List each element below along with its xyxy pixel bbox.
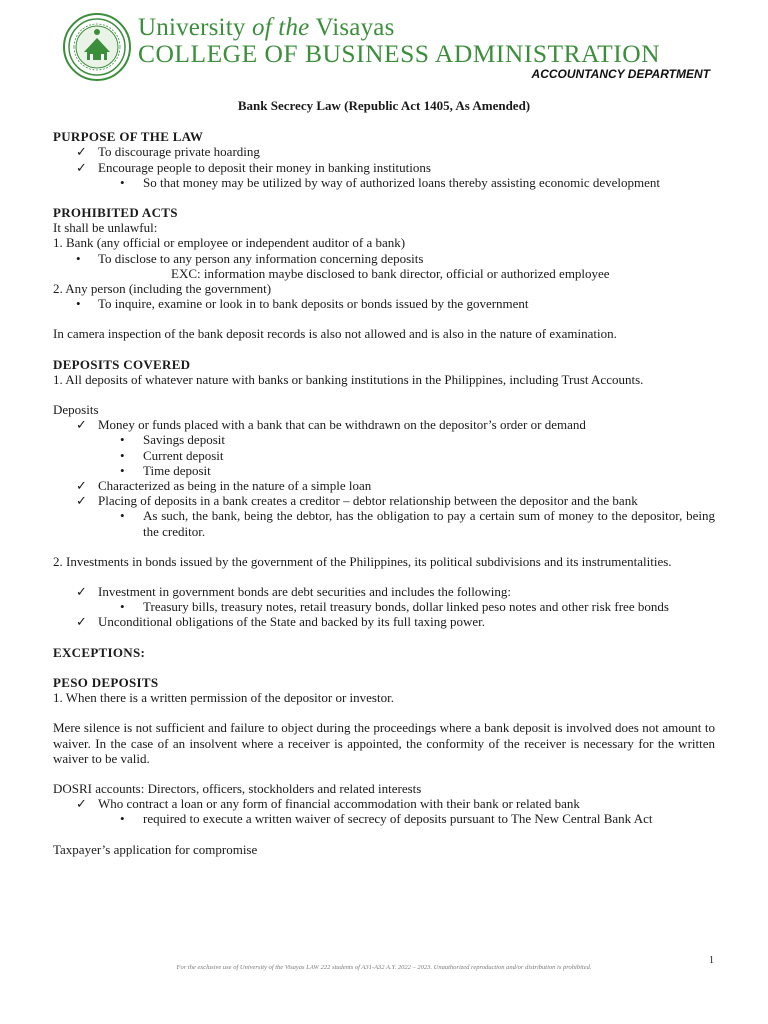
bullet-icon: • xyxy=(120,462,125,478)
checkmark-icon: ✓ xyxy=(76,493,87,509)
page-number: 1 xyxy=(709,955,714,966)
paragraph: It shall be unlawful: xyxy=(53,220,158,236)
section-heading-purpose: PURPOSE OF THE LAW xyxy=(53,129,204,145)
bullet-item: • Time deposit xyxy=(120,462,211,478)
bullet-icon: • xyxy=(76,250,81,266)
bullet-item: • Current deposit xyxy=(120,447,224,463)
checkmark-icon: ✓ xyxy=(76,584,87,600)
paragraph: In camera inspection of the bank deposit records is also not allowed and is also in the nature of examination. xyxy=(53,326,617,342)
check-item: ✓ Who contract a loan or any form of financial accommodation with their bank or related bank xyxy=(76,796,580,812)
bullet-icon: • xyxy=(76,296,81,312)
check-item: ✓ Encourage people to deposit their money in banking institutions xyxy=(76,159,431,175)
bullet-item: • Savings deposit xyxy=(120,432,225,448)
bullet-item: • To disclose to any person any information concerning deposits xyxy=(76,250,424,266)
bullet-item: • So that money may be utilized by way of authorized loans thereby assisting economic development xyxy=(120,174,660,190)
bullet-icon: • xyxy=(120,811,125,827)
checkmark-icon: ✓ xyxy=(76,144,87,160)
section-heading-exceptions: EXCEPTIONS: xyxy=(53,644,146,660)
checkmark-icon: ✓ xyxy=(76,614,87,630)
paragraph: Taxpayer’s application for compromise xyxy=(53,841,258,857)
checkmark-icon: ✓ xyxy=(76,478,87,494)
paragraph: Mere silence is not sufficient and failure to object during the proceedings where a bank deposit is involved does not amount to waiver. In the case of an insolvent where a receiver is appointed, the conformity of the receiver is necessary for the written waiver to be valid. xyxy=(53,720,715,766)
check-item: ✓ Characterized as being in the nature of a simple loan xyxy=(76,478,372,494)
footer-disclaimer: For the exclusive use of University of the Visayas LAW 222 students of A31-A32 A.Y. 2022 – 2023. Unauthorized reproduction and/or distribution is prohibited. xyxy=(176,964,592,971)
bullet-icon: • xyxy=(120,599,125,615)
bullet-icon: • xyxy=(120,174,125,190)
checkmark-icon: ✓ xyxy=(76,417,87,433)
numbered-item: 2. Any person (including the government) xyxy=(53,281,272,297)
checkmark-icon: ✓ xyxy=(76,796,87,812)
bullet-icon: • xyxy=(120,447,125,463)
numbered-item: 1. Bank (any official or employee or independent auditor of a bank) xyxy=(53,235,406,251)
college-name: COLLEGE OF BUSINESS ADMINISTRATION xyxy=(138,39,661,68)
paragraph: 1. All deposits of whatever nature with banks or banking institutions in the Philippines, including Trust Accounts. xyxy=(53,371,644,387)
bullet-icon: • xyxy=(120,432,125,448)
university-seal-logo xyxy=(62,12,132,82)
bullet-item: • As such, the bank, being the debtor, has the obligation to pay a certain sum of money to the depositor, being the creditor. xyxy=(120,508,715,539)
check-item: ✓ Investment in government bonds are debt securities and includes the following: xyxy=(76,584,512,600)
section-heading-peso-deposits: PESO DEPOSITS xyxy=(53,674,159,690)
check-item: ✓ Unconditional obligations of the State and backed by its full taxing power. xyxy=(76,614,486,630)
document-title: Bank Secrecy Law (Republic Act 1405, As Amended) xyxy=(237,98,531,113)
section-heading-deposits: DEPOSITS COVERED xyxy=(53,356,191,372)
check-item: ✓ Money or funds placed with a bank that can be withdrawn on the depositor’s order or demand xyxy=(76,417,586,433)
exception-note: EXC: information maybe disclosed to bank director, official or authorized employee xyxy=(171,265,610,281)
document-body xyxy=(53,98,715,857)
paragraph: 2. Investments in bonds issued by the government of the Philippines, its political subdivisions and its instrumentalities. xyxy=(53,553,672,569)
checkmark-icon: ✓ xyxy=(76,159,87,175)
bullet-icon: • xyxy=(120,508,125,524)
bullet-item: • required to execute a written waiver of secrecy of deposits pursuant to The New Central Bank Act xyxy=(120,811,653,827)
university-name: University of the Visayas xyxy=(138,14,395,41)
bullet-item: • Treasury bills, treasury notes, retail treasury bonds, dollar linked peso notes and other risk free bonds xyxy=(120,599,669,615)
department-name: ACCOUNTANCY DEPARTMENT xyxy=(531,67,710,81)
check-item: ✓ To discourage private hoarding xyxy=(76,144,260,160)
check-item: ✓ Placing of deposits in a bank creates a creditor – debtor relationship between the depositor and the bank xyxy=(76,493,638,509)
section-heading-prohibited: PROHIBITED ACTS xyxy=(53,205,178,221)
paragraph: DOSRI accounts: Directors, officers, stockholders and related interests xyxy=(53,780,422,796)
paragraph: Deposits xyxy=(53,402,99,418)
numbered-item: 1. When there is a written permission of the depositor or investor. xyxy=(53,690,394,706)
letterhead xyxy=(58,6,718,76)
bullet-item: • To inquire, examine or look in to bank deposits or bonds issued by the government xyxy=(76,296,529,312)
